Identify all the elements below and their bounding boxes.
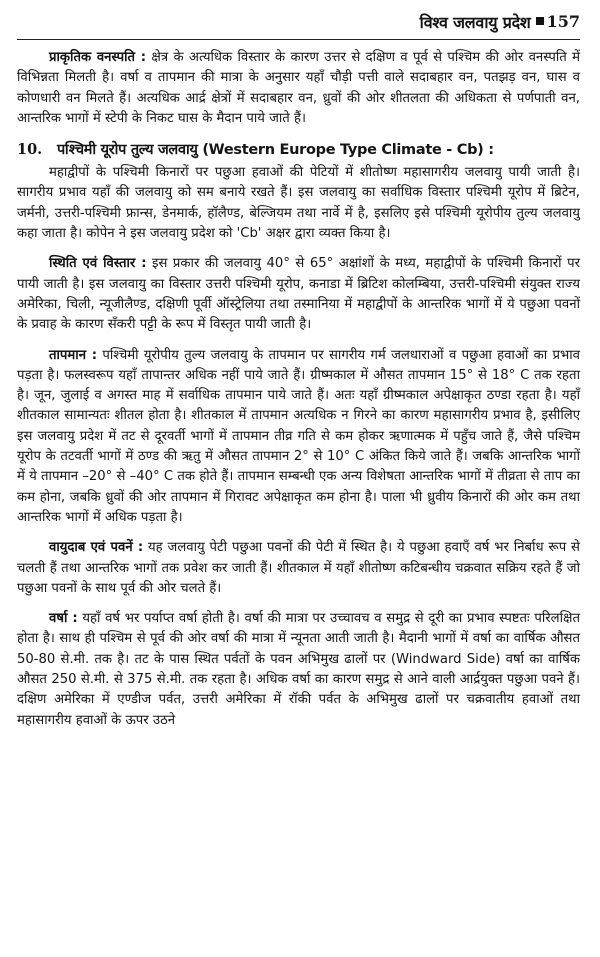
section-title: पश्चिमी यूरोप तुल्य जलवायु (Western Europe Type Climate - Cb) : bbox=[57, 142, 494, 159]
paragraph-pressure-winds bbox=[17, 538, 580, 599]
extent-lead: स्थिति एवं विस्तार : bbox=[49, 256, 147, 272]
temperature-lead: तापमान : bbox=[49, 347, 98, 363]
temperature-text: पश्चिमी यूरोपीय तुल्य जलवायु के तापमान पर सागरीय गर्म जलधाराओं व पछुआ हवाओं का प्रभाव पड़ता है। फलस्वरूप यहाँ तापान्तर अधिक नहीं पाये जाते हैं। ग्रीष्मकाल में औसत तापमान 15° से 18° C तक रहता है। जून, जुलाई व अगस्त माह में सर्वाधिक तापमान पाये जाते हैं। अतः यहाँ ग्रीष्मकाल अपेक्षाकृत ठण्डा रहता है। यहाँ शीतकाल सामान्यतः शीतल होता है। शीतकाल में तापमान अत्यधिक न गिरने का कारण महासागरीय प्रभाव है, इसीलिए इस जलवायु प्रदेश में तट से दूरवर्ती भागों में तापमान तीव्र गति से कम होकर ऋणात्मक में पहुँच जाते हैं, जैसे पश्चिम यूरोप के तटवर्ती भागों में ठण्ड की ऋतु में औसत तापमान 2° से 10° C अंकित किये जाते हैं। जबकि आन्तरिक भागों में ये तापमान –20° से –40° C तक होते हैं। तापमान सम्बन्धी एक अन्य विशेषता आन्तरिक भागों में तीव्रता से ताप का कम होना, जबकि ध्रुवों की ओर तापमान में गिरावट अपेक्षाकृत कम होना है। पाला भी ध्रुवीय किनारों की ओर कम तथा आन्तरिक भागों में अधिक पड़ता है। bbox=[17, 347, 580, 525]
paragraph-temperature bbox=[17, 346, 580, 529]
vegetation-lead: प्राकृतिक वनस्पति : bbox=[49, 50, 147, 65]
pressure-lead: वायुदाब एवं पवनें : bbox=[49, 540, 144, 556]
extent-text: इस प्रकार की जलवायु 40° से 65° अक्षांशों के मध्य, महाद्वीपों के पश्चिमी किनारों पर पायी जाती है। इस जलवायु का विस्तार उत्तरी पश्चिमी यूरोप, कनाडा में ब्रिटिश कोलम्बिया, उत्तरी-पश्चिमी संयुक्त राज्य अमेरिका, चिली, न्यूजीलैण्ड, दक्षिणी पूर्वी ऑस्ट्रेलिया तथा तस्मानिया में महाद्वीपों के आन्तरिक भागों में ये पछुआ पवनों के प्रवाह के कारण सँकरी पट्टी के रूप में विस्तृत पायी जाती है। bbox=[17, 256, 580, 333]
paragraph-rainfall bbox=[17, 609, 580, 731]
vegetation-text: क्षेत्र के अत्यधिक विस्तार के कारण उत्तर से दक्षिण व पूर्व से पश्चिम की ओर वनस्पति में विभिन्नता मिलती है। वर्षा व तापमान की मात्रा के अनुसार यहाँ चौड़ी पत्ती वाले सदाबहार वन, पतझड़ वन, घास व कोणधारी वन मिलते हैं। अत्यधिक आर्द्र क्षेत्रों में सदाबहार वन, ध्रुवों की ओर शीतलता की अधिकता से पर्णपाती वन, आन्तरिक भागों में स्टेपी के निकट घास के मैदान पाये जाते हैं। bbox=[17, 50, 580, 126]
chapter-title: विश्व जलवायु प्रदेश bbox=[419, 12, 531, 32]
page-number: 157 bbox=[546, 12, 580, 31]
running-header bbox=[17, 0, 580, 40]
paragraph-extent bbox=[17, 254, 580, 335]
paragraph-vegetation bbox=[17, 48, 580, 129]
section-heading bbox=[17, 139, 580, 159]
rain-text: यहाँ वर्ष भर पर्याप्त वर्षा होती है। वर्षा की मात्रा पर उच्चावच व समुद्र से दूरी का प्रभाव स्पष्टतः परिलक्षित होता है। साथ ही पश्चिम से पूर्व की ओर वर्षा की मात्रा में न्यूनता आती जाती है। मैदानी भागों में वर्षा का वार्षिक औसत 50-80 से.मी. तक है। तट के पास स्थित पर्वतों के पवन अभिमुख ढालों पर (Windward Side) वर्षा का वार्षिक औसत 250 से.मी. से 375 से.मी. तक रहता है। अधिक वर्षा का कारण समुद्र से आने वाली आर्द्रयुक्त पछुआ पवने हैं। दक्षिण अमेरिका में एण्डीज पर्वत, उत्तरी अमेरिका में रॉकी पर्वत के अभिमुख ढालों पर चक्रवातीय हवाओं तथा महासागरीय हवाओं के ऊपर उठने bbox=[17, 611, 580, 728]
rain-lead: वर्षा : bbox=[49, 611, 78, 627]
pressure-text: यह जलवायु पेटी पछुआ पवनों की पेटी में स्थित है। ये पछुआ हवाएँ वर्ष भर निर्बाध रूप से चलती हैं तथा आन्तरिक भागों तक प्रवेश कर जाती हैं। शीतकाल में यहाँ शीतोष्ण कटिबन्धीय चक्रवात सक्रिय रहते हैं जो पछुआ पवनों के साथ पूर्व की ओर चलते हैं। bbox=[17, 540, 580, 596]
square-bullet-icon bbox=[536, 17, 544, 25]
paragraph-intro: महाद्वीपों के पश्चिमी किनारों पर पछुआ हवाओं की पेटियों में शीतोष्ण महासागरीय जलवायु पायी जाती है। सागरीय प्रभाव यहाँ की जलवायु को सम बनाये रखते हैं। इस जलवायु का सर्वाधिक विस्तार पश्चिमी यूरोप में ब्रिटेन, जर्मनी, उत्तरी-पश्चिमी फ्रान्स, डेनमार्क, हॉलैण्ड, बेल्जियम तथा नार्वे में है, इसलिए इसे पश्चिमी यूरोपीय तुल्य जलवायु कहा जाता है। कोपेन ने इस जलवायु प्रदेश को 'Cb' अक्षर द्वारा व्यक्त किया है। bbox=[17, 165, 580, 242]
section-number: 10. bbox=[17, 141, 43, 159]
